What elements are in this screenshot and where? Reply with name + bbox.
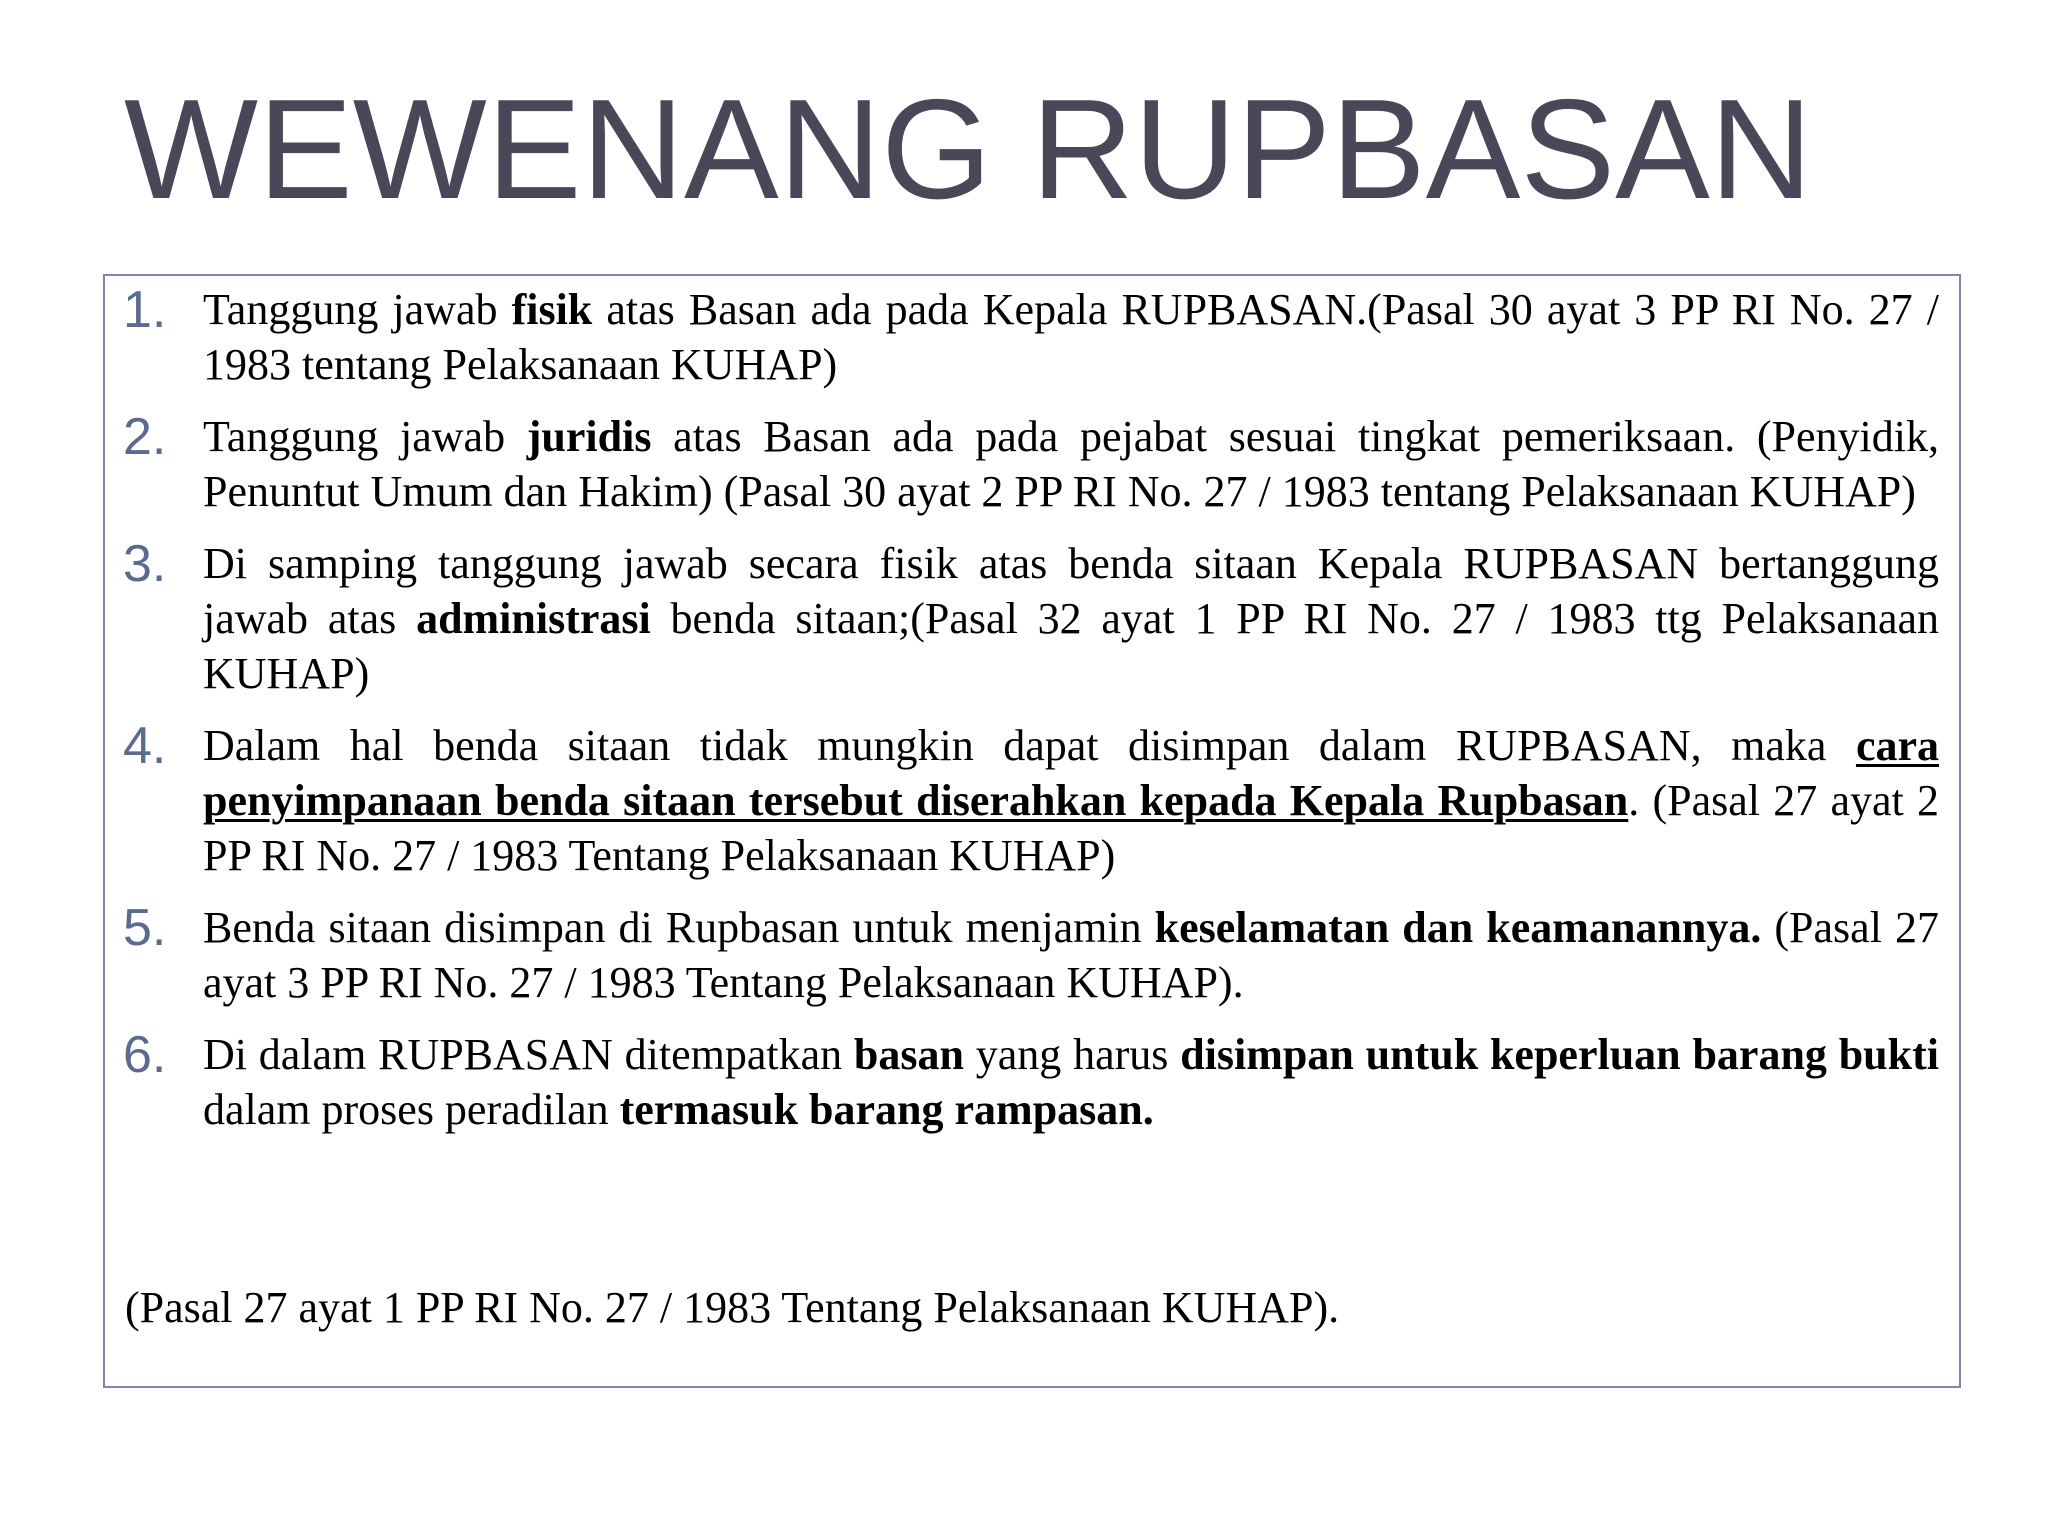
item-number: 3.	[123, 535, 167, 593]
item-number: 4.	[123, 717, 167, 775]
list-item	[105, 718, 1959, 883]
item-text: Di samping tanggung jawab secara fisik atas benda sitaan Kepala RUPBASAN bertanggung jawab atas administrasi benda sitaan;(Pasal 32 ayat 1 PP RI No. 27 / 1983 ttg Pelaksanaan KUHAP)	[203, 539, 1940, 698]
item-text: Tanggung jawab juridis atas Basan ada pada pejabat sesuai tingkat pemeriksaan. (Penyidik, Penuntut Umum dan Hakim) (Pasal 30 ayat 2 PP RI No. 27 / 1983 tentang Pelaksanaan KUHAP)	[203, 412, 1939, 516]
emphasis-text: juridis	[526, 412, 652, 461]
content-box	[103, 274, 1961, 1388]
footer-citation: (Pasal 27 ayat 1 PP RI No. 27 / 1983 Tentang Pelaksanaan KUHAP).	[125, 1283, 1340, 1332]
authority-list	[105, 282, 1959, 1154]
item-text: Dalam hal benda sitaan tidak mungkin dapat disimpan dalam RUPBASAN, maka cara penyimpanaan benda sitaan tersebut diserahkan kepada Kepala Rupbasan. (Pasal 27 ayat 2 PP RI No. 27 / 1983 Tentang Pelaksanaan KUHAP)	[203, 721, 1940, 880]
item-number: 5.	[123, 899, 167, 957]
emphasis-text: basan	[853, 1030, 964, 1079]
item-text: Tanggung jawab fisik atas Basan ada pada Kepala RUPBASAN.(Pasal 30 ayat 3 PP RI No. 27 / 1983 tentang Pelaksanaan KUHAP)	[203, 285, 1939, 389]
emphasis-text: cara penyimpanaan benda sitaan tersebut diserahkan kepada Kepala Rupbasan	[203, 721, 1939, 825]
item-number: 1.	[123, 281, 167, 339]
list-item	[105, 409, 1959, 519]
list-item	[105, 1027, 1959, 1137]
emphasis-text: termasuk barang rampasan.	[619, 1085, 1154, 1134]
emphasis-text: keselamatan dan keamanannya.	[1154, 903, 1762, 952]
emphasis-text: fisik	[511, 285, 593, 334]
item-text: Di dalam RUPBASAN ditempatkan basan yang harus disimpan untuk keperluan barang bukti dalam proses peradilan termasuk barang rampasan.	[203, 1030, 1939, 1134]
emphasis-text: administrasi	[416, 594, 651, 643]
item-number: 2.	[123, 408, 167, 466]
list-item	[105, 900, 1959, 1010]
list-item	[105, 536, 1959, 701]
list-item	[105, 282, 1959, 392]
slide-title: WEWENANG RUPBASAN	[124, 70, 1813, 229]
emphasis-text: disimpan untuk keperluan barang bukti	[1180, 1030, 1939, 1079]
item-number: 6.	[123, 1026, 167, 1084]
item-text: Benda sitaan disimpan di Rupbasan untuk menjamin keselamatan dan keamanannya. (Pasal 27 ayat 3 PP RI No. 27 / 1983 Tentang Pelaksanaan KUHAP).	[203, 903, 1939, 1007]
